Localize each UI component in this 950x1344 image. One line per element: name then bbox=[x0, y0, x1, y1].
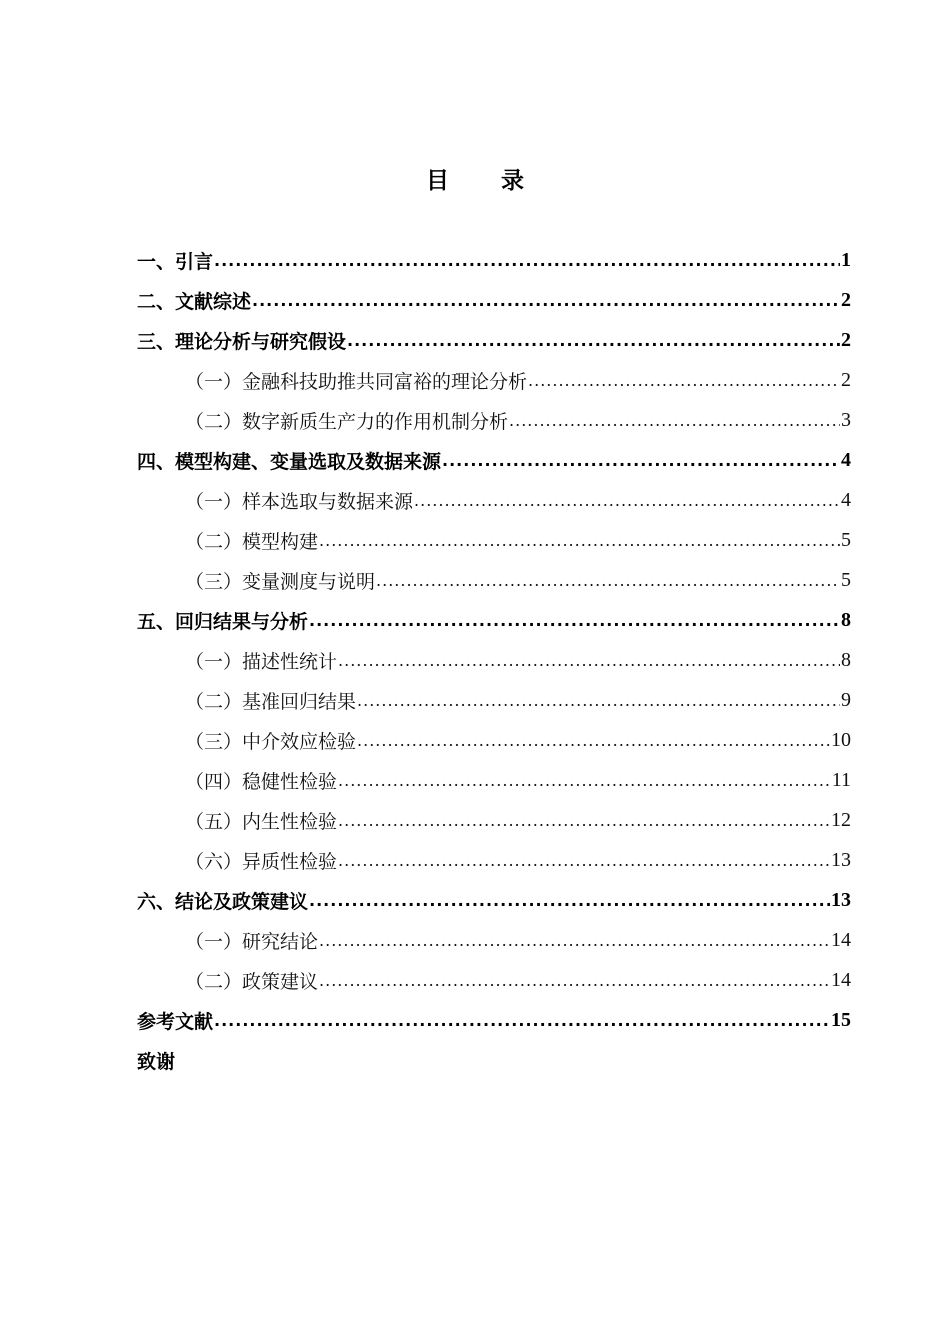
toc-entry-number: （二） bbox=[185, 410, 243, 433]
toc-entry-label: 三、理论分析与研究假设 bbox=[137, 327, 347, 354]
toc-entry-number: （三） bbox=[185, 570, 243, 593]
toc-entry-page: 2 bbox=[841, 368, 851, 391]
toc-entry-page: 15 bbox=[831, 1008, 851, 1031]
toc-entry-page: 5 bbox=[841, 568, 851, 591]
toc-entry-page: 10 bbox=[831, 728, 851, 751]
toc-entry-page: 2 bbox=[841, 328, 851, 351]
toc-entry-section[interactable] bbox=[137, 960, 851, 1000]
toc-dot-leader bbox=[319, 960, 830, 1000]
toc-entry-label: 五、回归结果与分析 bbox=[137, 607, 309, 634]
toc-entry-page: 2 bbox=[841, 288, 851, 311]
toc-dot-leader bbox=[357, 720, 830, 760]
toc-entry-page: 13 bbox=[831, 848, 851, 871]
toc-dot-leader bbox=[319, 920, 830, 960]
toc-entry-label: 数字新质生产力的作用机制分析 bbox=[242, 407, 509, 434]
toc-entry-chapter[interactable] bbox=[137, 880, 851, 920]
toc-dot-leader bbox=[442, 440, 840, 480]
toc-entry-label: 基准回归结果 bbox=[242, 687, 357, 714]
toc-entry-label: 参考文献 bbox=[137, 1007, 214, 1034]
toc-entry-number: （四） bbox=[185, 770, 243, 793]
toc-entry-number: （三） bbox=[185, 730, 243, 753]
toc-entry-page: 3 bbox=[841, 408, 851, 431]
toc-entry-label: 政策建议 bbox=[242, 967, 319, 994]
toc-entry-section[interactable] bbox=[137, 520, 851, 560]
toc-dot-leader bbox=[347, 320, 840, 360]
toc-entry-page: 1 bbox=[841, 248, 851, 271]
toc-entry-page: 12 bbox=[831, 808, 851, 831]
toc-entry-label: 二、文献综述 bbox=[137, 287, 252, 314]
toc-dot-leader bbox=[214, 240, 840, 280]
toc-entry-section[interactable] bbox=[137, 640, 851, 680]
toc-entry-chapter[interactable] bbox=[137, 320, 851, 360]
toc-entry-section[interactable] bbox=[137, 480, 851, 520]
toc-entry-label: 四、模型构建、变量选取及数据来源 bbox=[137, 447, 442, 474]
toc-entry-page: 14 bbox=[831, 968, 851, 991]
toc-entry-section[interactable] bbox=[137, 760, 851, 800]
toc-dot-leader bbox=[357, 680, 840, 720]
toc-dot-leader bbox=[309, 600, 840, 640]
toc-dot-leader bbox=[319, 520, 840, 560]
toc-entry-label: 研究结论 bbox=[242, 927, 319, 954]
toc-entry-label: 一、引言 bbox=[137, 247, 214, 274]
toc-dot-leader bbox=[528, 360, 840, 400]
toc-entry-label: 内生性检验 bbox=[242, 807, 338, 834]
toc-entry-page: 5 bbox=[841, 528, 851, 551]
toc-entry-number: （一） bbox=[185, 490, 243, 513]
toc-entry-label: 样本选取与数据来源 bbox=[242, 487, 414, 514]
toc-entry-number: （一） bbox=[185, 650, 243, 673]
toc-entry-chapter[interactable] bbox=[137, 600, 851, 640]
toc-entry-label: 稳健性检验 bbox=[242, 767, 338, 794]
toc-dot-leader bbox=[309, 880, 830, 920]
toc-entry-page: 4 bbox=[841, 448, 851, 471]
toc-entry-page: 4 bbox=[841, 488, 851, 511]
toc-title-char-1: 目 bbox=[426, 168, 449, 194]
toc-entry-number: （五） bbox=[185, 810, 243, 833]
toc-title-char-2: 录 bbox=[501, 168, 524, 194]
toc-dot-leader bbox=[376, 560, 840, 600]
toc-dot-leader bbox=[252, 280, 840, 320]
toc-entry-chapter[interactable] bbox=[137, 1040, 851, 1080]
toc-entry-page: 14 bbox=[831, 928, 851, 951]
toc-dot-leader bbox=[214, 1000, 830, 1040]
table-of-contents bbox=[137, 240, 851, 1080]
toc-entry-number: （二） bbox=[185, 690, 243, 713]
toc-entry-chapter[interactable] bbox=[137, 1000, 851, 1040]
toc-entry-label: 异质性检验 bbox=[242, 847, 338, 874]
toc-entry-page: 13 bbox=[831, 888, 851, 911]
toc-dot-leader bbox=[509, 400, 840, 440]
toc-entry-chapter[interactable] bbox=[137, 440, 851, 480]
toc-entry-page: 9 bbox=[841, 688, 851, 711]
toc-dot-leader bbox=[414, 480, 840, 520]
toc-entry-number: （一） bbox=[185, 370, 243, 393]
toc-entry-label: 六、结论及政策建议 bbox=[137, 887, 309, 914]
toc-entry-chapter[interactable] bbox=[137, 280, 851, 320]
toc-entry-label: 金融科技助推共同富裕的理论分析 bbox=[242, 367, 528, 394]
toc-entry-section[interactable] bbox=[137, 400, 851, 440]
toc-entry-page: 8 bbox=[841, 608, 851, 631]
toc-title bbox=[0, 162, 950, 195]
toc-entry-number: （二） bbox=[185, 970, 243, 993]
toc-entry-section[interactable] bbox=[137, 840, 851, 880]
toc-entry-label: 描述性统计 bbox=[242, 647, 338, 674]
toc-entry-page: 11 bbox=[831, 768, 851, 791]
toc-entry-number: （六） bbox=[185, 850, 243, 873]
toc-entry-section[interactable] bbox=[137, 720, 851, 760]
toc-entry-number: （一） bbox=[185, 930, 243, 953]
toc-entry-label: 模型构建 bbox=[242, 527, 319, 554]
toc-dot-leader bbox=[338, 760, 831, 800]
toc-entry-section[interactable] bbox=[137, 920, 851, 960]
toc-entry-label: 致谢 bbox=[137, 1047, 176, 1074]
toc-entry-number: （二） bbox=[185, 530, 243, 553]
toc-dot-leader bbox=[338, 840, 830, 880]
toc-entry-label: 中介效应检验 bbox=[242, 727, 357, 754]
toc-entry-section[interactable] bbox=[137, 360, 851, 400]
toc-entry-page: 8 bbox=[841, 648, 851, 671]
toc-entry-section[interactable] bbox=[137, 800, 851, 840]
toc-entry-section[interactable] bbox=[137, 680, 851, 720]
toc-dot-leader bbox=[338, 640, 840, 680]
toc-entry-chapter[interactable] bbox=[137, 240, 851, 280]
toc-dot-leader bbox=[338, 800, 830, 840]
toc-entry-section[interactable] bbox=[137, 560, 851, 600]
toc-entry-label: 变量测度与说明 bbox=[242, 567, 376, 594]
